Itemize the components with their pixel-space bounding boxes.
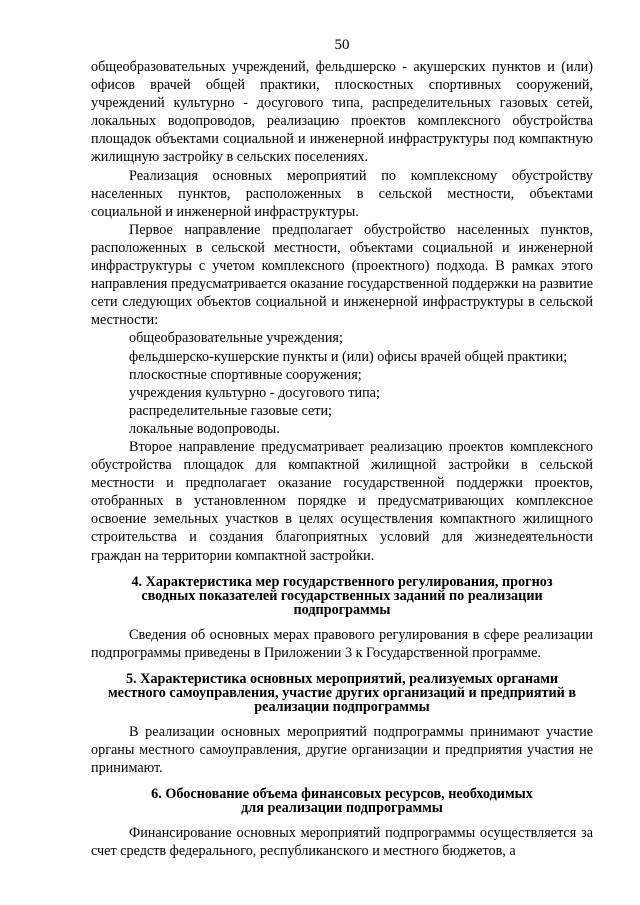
main-activities-paragraph: Реализация основных мероприятий по комплексному обустройству населенных пунктов, расположенных в сельской местности, объектами социальной и инженерной инфраструктуры. (91, 167, 593, 220)
section-4-heading (91, 575, 593, 617)
heading-line: 5. Характеристика основных мероприятий, реализуемых органами (125, 670, 559, 687)
section-5-heading (91, 672, 593, 714)
heading-line: 6. Обоснование объема финансовых ресурсов, необходимых (151, 786, 533, 803)
objects-list (91, 329, 593, 438)
list-item: фельдшерско-кушерские пункты и (или) офисы врачей общей практики; (129, 348, 568, 365)
heading-line: 4. Характеристика мер государственного регулирования, прогноз (131, 573, 553, 590)
section-4-paragraph: Сведения об основных мерах правового регулирования в сфере реализации подпрограммы приведены в Приложении 3 к Государственной программе. (91, 626, 593, 661)
list-item: плоскостные спортивные сооружения; (129, 366, 362, 383)
list-item: локальные водопроводы. (129, 420, 280, 437)
section-5-paragraph: В реализации основных мероприятий подпрограммы принимают участие органы местного самоуправления, другие организации и предприятия участия не принимают. (91, 723, 593, 776)
document-page (91, 36, 593, 860)
second-direction-paragraph: Второе направление предусматривает реализацию проектов комплексного обустройства площадок для компактной жилищной застройки в сельской местности и предполагает оказание государственной поддержки проектов, отобранных в установленном порядке и предусматривающих комплексное освоение земельных участков в целях осуществления компактного жилищного строительства и создания благоприятных условий для жизнедеятельности граждан на территории компактной застройки. (91, 438, 593, 564)
section-6-paragraph: Финансирование основных мероприятий подпрограммы осуществляется за счет средств федерального, республиканского и местного бюджетов, а (91, 825, 593, 860)
heading-line: для реализации подпрограммы (241, 800, 443, 817)
list-item: учреждения культурно - досугового типа; (129, 384, 380, 401)
list-item: общеобразовательные учреждения; (129, 330, 343, 347)
heading-line: местного самоуправления, участие других организаций и предприятий в (107, 684, 577, 701)
intro-paragraph: общеобразовательных учреждений, фельдшерско - акушерских пунктов и (или) офисов врачей общей практики, плоскостных спортивных сооружений, учреждений культурно - досугового типа, распределительных газовых сетей, локальных водопроводов, реализацию проектов комплексного обустройства площадок объектами социальной и инженерной инфраструктуры под компактную жилищную застройку в сельских поселениях. (91, 59, 593, 166)
heading-line: подпрограммы (293, 601, 391, 618)
list-item: распределительные газовые сети; (129, 402, 332, 419)
heading-line: реализации подпрограммы (254, 698, 430, 715)
heading-line: сводных показателей государственных заданий по реализации (141, 587, 543, 604)
page-number: 50 (334, 37, 350, 53)
first-direction-paragraph: Первое направление предполагает обустройство населенных пунктов, расположенных в сельской местности, объектами социальной и инженерной инфраструктуры с учетом комплексного (проектного) подхода. В рамках этого направления предусматривается оказание государственной поддержки на развитие сети следующих объектов социальной и инженерной инфраструктуры в сельской местности: (91, 221, 593, 329)
section-6-heading (91, 787, 593, 815)
